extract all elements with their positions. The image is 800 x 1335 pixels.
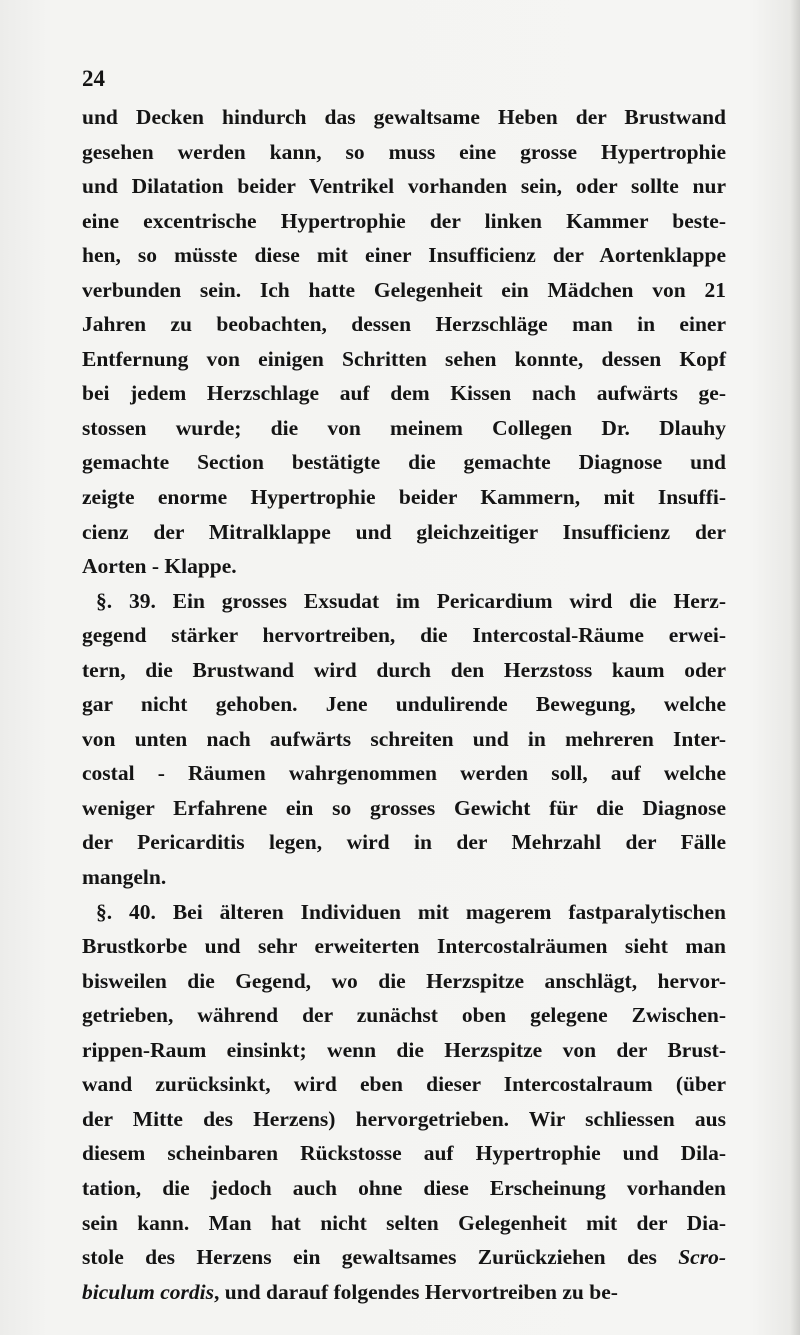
text-line: [82, 238, 726, 273]
text-line: [82, 929, 726, 964]
line-text: bei jedem Herzschlage auf dem Kissen nach aufwärts ge-: [82, 381, 726, 406]
line-text: eine excentrische Hypertrophie der linken Kammer beste-: [82, 208, 726, 233]
page-number: 24: [82, 66, 105, 91]
line-text: sein kann. Man hat nicht selten Gelegenheit mit der Dia-: [82, 1210, 726, 1235]
text-line: [82, 584, 726, 619]
text-line: [82, 480, 726, 515]
line-text: hen, so müsste diese mit einer Insufficienz der Aortenklappe: [82, 243, 726, 268]
line-text: tern, die Brustwand wird durch den Herzstoss kaum oder: [82, 657, 726, 682]
line-text: und Dilatation beider Ventrikel vorhanden sein, oder sollte nur: [82, 174, 726, 199]
line-text: gar nicht gehoben. Jene undulirende Bewegung, welche: [82, 692, 726, 717]
text-line: [82, 964, 726, 999]
text-line: [82, 998, 726, 1033]
text-line: [82, 1102, 726, 1137]
line-text: stole des Herzens ein gewaltsames Zurückziehen des: [82, 1245, 679, 1270]
line-text: verbunden sein. Ich hatte Gelegenheit ein Mädchen von 21: [82, 277, 726, 302]
text-line: [82, 791, 726, 826]
line-text: von unten nach aufwärts schreiten und in mehreren Inter-: [82, 726, 726, 751]
line-text: gemachte Section bestätigte die gemachte Diagnose und: [82, 450, 726, 475]
body-text: [82, 100, 726, 1309]
line-text: Brustkorbe und sehr erweiterten Intercostalräumen sieht man: [82, 934, 726, 959]
italic-term: biculum cordis: [82, 1279, 215, 1304]
text-line: [82, 722, 726, 757]
page-edge-shadow: [790, 0, 800, 1335]
line-text: , und darauf folgendes Hervortreiben zu be-: [214, 1279, 618, 1304]
text-line: [82, 1136, 726, 1171]
text-line: [82, 1206, 726, 1241]
text-line: [82, 1171, 726, 1206]
text-line: [82, 1033, 726, 1068]
text-line: [82, 204, 726, 239]
line-text: bisweilen die Gegend, wo die Herzspitze anschlägt, hervor-: [82, 968, 726, 993]
text-line: [82, 1067, 726, 1102]
text-line: [82, 825, 726, 860]
text-line: [82, 169, 726, 204]
line-text: gesehen werden kann, so muss eine grosse Hypertrophie: [82, 139, 726, 164]
line-text: diesem scheinbaren Rückstosse auf Hypertrophie und Dila-: [82, 1141, 726, 1166]
text-line: [82, 515, 726, 550]
line-text: und Decken hindurch das gewaltsame Heben der Brustwand: [82, 105, 726, 129]
line-text: mangeln.: [82, 865, 167, 890]
text-line: [82, 895, 726, 930]
text-line: [82, 549, 726, 584]
line-text: tation, die jedoch auch ohne diese Erscheinung vorhanden: [82, 1175, 726, 1200]
text-line: [82, 687, 726, 722]
text-line: [82, 376, 726, 411]
line-text: §. 40. Bei älteren Individuen mit magerem fastparalytischen: [96, 899, 726, 924]
text-line: [82, 307, 726, 342]
line-text: wand zurücksinkt, wird eben dieser Intercostalraum (über: [82, 1072, 726, 1097]
line-text: zeigte enorme Hypertrophie beider Kammern, mit Insuffi-: [82, 485, 726, 510]
text-line: [82, 273, 726, 308]
line-text: rippen-Raum einsinkt; wenn die Herzspitze von der Brust-: [82, 1037, 726, 1062]
text-line: [82, 135, 726, 170]
text-line: [82, 618, 726, 653]
text-line: [82, 100, 726, 135]
text-line: [82, 445, 726, 480]
italic-term: Scro-: [678, 1245, 726, 1270]
line-text: getrieben, während der zunächst oben gelegene Zwischen-: [82, 1003, 726, 1028]
text-line: [82, 411, 726, 446]
line-text: cienz der Mitralklappe und gleichzeitiger Insufficienz der: [82, 519, 726, 544]
text-line: [82, 1240, 726, 1275]
line-text: Aorten - Klappe.: [82, 554, 237, 579]
text-line: [82, 653, 726, 688]
line-text: Jahren zu beobachten, dessen Herzschläge man in einer: [82, 312, 726, 337]
line-text: der Mitte des Herzens) hervorgetrieben. Wir schliessen aus: [82, 1106, 726, 1131]
line-text: gegend stärker hervortreiben, die Intercostal-Räume erwei-: [82, 623, 726, 648]
line-text: stossen wurde; die von meinem Collegen Dr. Dlauhy: [82, 415, 726, 440]
line-text: costal - Räumen wahrgenommen werden soll, auf welche: [82, 761, 726, 786]
line-text: Entfernung von einigen Schritten sehen konnte, dessen Kopf: [82, 346, 726, 371]
text-line: [82, 756, 726, 791]
text-line: [82, 1275, 726, 1310]
line-text: der Pericarditis legen, wird in der Mehrzahl der Fälle: [82, 830, 726, 855]
line-text: §. 39. Ein grosses Exsudat im Pericardium wird die Herz-: [96, 588, 726, 613]
text-line: [82, 860, 726, 895]
line-text: weniger Erfahrene ein so grosses Gewicht für die Diagnose: [82, 795, 726, 820]
text-line: [82, 342, 726, 377]
